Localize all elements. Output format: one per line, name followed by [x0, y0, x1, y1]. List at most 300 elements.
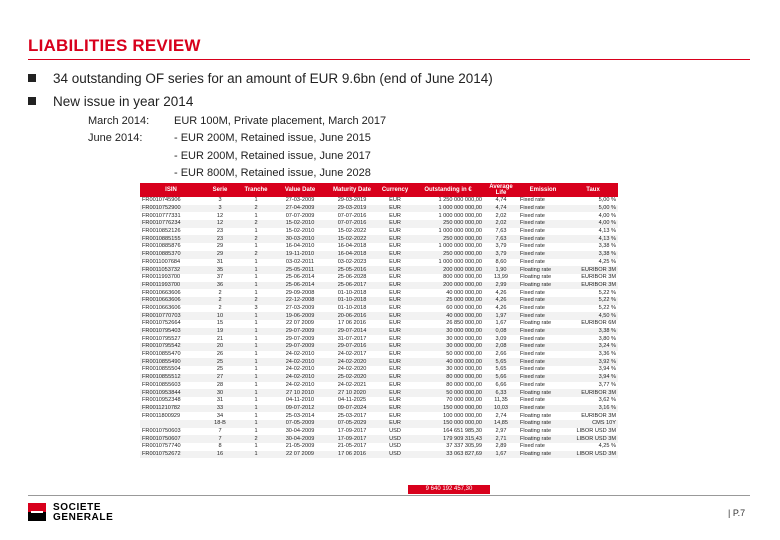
cell-maturity-date: 16-04-2018: [326, 251, 378, 259]
cell-serie: 31: [216, 258, 224, 265]
cell-isin: FR0010770703: [140, 312, 202, 320]
cell-emission: Fixed rate: [520, 443, 545, 450]
cell-maturity-date: 24-02-2020: [337, 366, 367, 373]
cell-tranche: 1: [254, 274, 258, 281]
cell-outstanding: 250 000 000,00: [412, 235, 484, 243]
cell-isin: FR0010855470: [142, 351, 181, 358]
cell-serie: 36: [202, 282, 238, 290]
cell-maturity-date: 27 10 2020: [326, 389, 378, 397]
issue-label-march: March 2014:: [88, 115, 150, 127]
cell-emission: Fixed rate: [518, 312, 568, 320]
cell-value-date: 24-02-2010: [274, 358, 326, 366]
cell-currency: EUR: [389, 258, 401, 265]
column-header-outstanding: Outstanding in €: [412, 183, 484, 197]
cell-value-date: 25-03-2014: [285, 412, 315, 419]
cell-maturity-date: 29-03-2019: [326, 205, 378, 213]
cell-average-life: 3,79: [484, 251, 518, 259]
cell-value-date: 27-03-2009: [285, 304, 315, 311]
cell-outstanding: 800 000 000,00: [443, 274, 482, 281]
table-row: [140, 366, 618, 374]
cell-average-life: 4,26: [495, 304, 507, 311]
cell-rate: 3,38 %: [598, 243, 616, 250]
cell-serie: 8: [218, 443, 222, 450]
table-row: [140, 320, 618, 328]
cell-average-life: 6,66: [495, 381, 507, 388]
cell-tranche: 1: [254, 381, 258, 388]
cell-value-date: 29-07-2009: [274, 343, 326, 351]
cell-serie: 31: [216, 397, 224, 404]
cell-rate: 5,22 %: [568, 297, 618, 305]
cell-isin: FR0010952348: [142, 397, 181, 404]
cell-average-life: 7,63: [484, 235, 518, 243]
cell-value-date: 03-02-2011: [285, 258, 315, 265]
cell-serie: 12: [202, 220, 238, 228]
cell-isin: FR0010855490: [140, 358, 202, 366]
cell-emission: Floating rate: [520, 320, 552, 327]
cell-serie: 2: [202, 297, 238, 305]
cell-value-date: 24-02-2010: [285, 381, 315, 388]
cell-currency: EUR: [389, 351, 401, 358]
cell-tranche: 1: [254, 366, 258, 373]
cell-average-life: 6,33: [484, 389, 518, 397]
cell-currency: EUR: [389, 274, 401, 281]
cell-value-date: 30-04-2009: [274, 435, 326, 443]
cell-maturity-date: 25-06-2017: [326, 282, 378, 290]
cell-average-life: 4,26: [484, 297, 518, 305]
cell-isin: FR0011993700: [140, 282, 202, 290]
cell-isin: FR0010953844: [140, 389, 202, 397]
cell-rate: 3,38 %: [568, 251, 618, 259]
cell-outstanding: 60 000 000,00: [446, 304, 482, 311]
cell-rate: 4,00 %: [568, 220, 618, 228]
cell-tranche: 1: [254, 320, 258, 327]
cell-value-date: 24-02-2010: [285, 366, 315, 373]
cell-average-life: 5,65: [495, 366, 507, 373]
cell-rate: 5,22 %: [598, 304, 616, 311]
cell-rate: 4,13 %: [598, 228, 616, 235]
cell-outstanding: 33 063 827,69: [412, 451, 484, 459]
cell-currency: EUR: [389, 320, 401, 327]
cell-maturity-date: 25-02-2020: [326, 374, 378, 382]
cell-maturity-date: 29-07-2016: [326, 343, 378, 351]
cell-currency: EUR: [378, 297, 412, 305]
cell-currency: EUR: [378, 405, 412, 413]
table-row: [140, 251, 618, 259]
cell-isin: FR0010852126: [142, 228, 181, 235]
cell-maturity-date: 20-06-2016: [326, 312, 378, 320]
table-row: [140, 382, 618, 390]
cell-value-date: 15-02-2010: [285, 228, 315, 235]
cell-tranche: 1: [254, 289, 258, 296]
cell-isin: FR0011993700: [142, 274, 181, 281]
cell-currency: EUR: [378, 420, 412, 428]
cell-maturity-date: 25-05-2016: [326, 266, 378, 274]
cell-currency: EUR: [389, 243, 401, 250]
cell-serie: 2: [218, 289, 222, 296]
cell-rate: 3,94 %: [598, 366, 616, 373]
cell-emission: Fixed rate: [520, 228, 545, 235]
cell-serie: 23: [216, 228, 224, 235]
cell-maturity-date: 01-10-2018: [337, 304, 367, 311]
column-header-emission: Emission: [518, 183, 568, 197]
title-divider: [28, 59, 750, 60]
cell-maturity-date: 21-05-2017: [337, 443, 367, 450]
cell-tranche: 2: [238, 297, 274, 305]
covered-bonds-table: [140, 183, 618, 458]
column-header-rate: Taux: [568, 183, 618, 197]
cell-isin: FR0010885370: [140, 251, 202, 259]
cell-tranche: 1: [238, 312, 274, 320]
cell-value-date: 04-11-2010: [285, 397, 315, 404]
issue-detail: - EUR 800M, Retained issue, June 2028: [174, 167, 371, 179]
cell-rate: 3,62 %: [598, 397, 616, 404]
table-header-row: [140, 183, 618, 197]
cell-maturity-date: 31-07-2017: [337, 335, 367, 342]
logo-text-line1: SOCIETE: [53, 502, 102, 513]
cell-isin: FR0010752664: [142, 320, 181, 327]
cell-currency: EUR: [378, 266, 412, 274]
table-row: [140, 397, 618, 405]
cell-maturity-date: 24-02-2020: [326, 358, 378, 366]
cell-isin: FR0010885155: [140, 235, 202, 243]
bullet-square-icon: [28, 74, 36, 82]
cell-outstanding: 1 250 000 000,00: [438, 197, 482, 204]
cell-rate: 3,36 %: [598, 351, 616, 358]
cell-isin: FR0010885876: [142, 243, 181, 250]
cell-emission: Fixed rate: [520, 397, 545, 404]
cell-rate: EURIBOR 3M: [581, 412, 616, 419]
cell-average-life: 5,65: [484, 358, 518, 366]
cell-tranche: 1: [238, 358, 274, 366]
cell-tranche: 1: [254, 228, 258, 235]
cell-average-life: 2,71: [484, 435, 518, 443]
cell-average-life: 13,99: [494, 274, 508, 281]
cell-isin: FR0010855512: [140, 374, 202, 382]
column-header-isin: ISIN: [140, 183, 202, 197]
cell-tranche: 2: [238, 220, 274, 228]
cell-maturity-date: 03-02-2023: [337, 258, 367, 265]
table-row: [140, 197, 618, 205]
cell-serie: 26: [216, 351, 224, 358]
cell-currency: EUR: [378, 374, 412, 382]
cell-emission: Floating rate: [518, 266, 568, 274]
cell-serie: 3: [202, 205, 238, 213]
cell-emission: Fixed rate: [520, 212, 545, 219]
cell-isin: FR0010776234: [140, 220, 202, 228]
cell-outstanding: 179 909 315,43: [412, 435, 484, 443]
cell-serie: 12: [216, 212, 224, 219]
cell-value-date: 25-06-2014: [274, 282, 326, 290]
cell-tranche: 1: [254, 258, 258, 265]
cell-value-date: 30-04-2009: [285, 427, 315, 434]
cell-outstanding: 30 000 000,00: [446, 335, 482, 342]
cell-rate: LIBOR USD 3M: [568, 451, 618, 459]
bullet-outstanding-series: [28, 71, 493, 86]
cell-rate: 3,38 %: [568, 328, 618, 336]
cell-maturity-date: 29-07-2014: [326, 328, 378, 336]
cell-rate: LIBOR USD 3M: [576, 427, 616, 434]
cell-emission: Fixed rate: [518, 220, 568, 228]
table-row: [140, 343, 618, 351]
cell-currency: EUR: [378, 251, 412, 259]
table-row: [140, 405, 618, 413]
cell-isin: FR0010745906: [142, 197, 181, 204]
table-row: [140, 389, 618, 397]
cell-value-date: 29-07-2009: [274, 328, 326, 336]
cell-rate: CMS 10Y: [568, 420, 618, 428]
cell-value-date: 07-05-2009: [274, 420, 326, 428]
cell-serie: 29: [216, 243, 224, 250]
cell-rate: 4,25 %: [598, 258, 616, 265]
cell-tranche: 1: [254, 427, 258, 434]
cell-currency: EUR: [389, 197, 401, 204]
cell-emission: Fixed rate: [520, 381, 545, 388]
table-row: [140, 328, 618, 336]
cell-tranche: 2: [238, 435, 274, 443]
cell-currency: EUR: [378, 220, 412, 228]
cell-isin: FR0010795542: [140, 343, 202, 351]
cell-rate: 4,00 %: [598, 212, 616, 219]
cell-outstanding: 1 000 000 000,00: [438, 228, 482, 235]
cell-outstanding: 30 000 000,00: [412, 343, 484, 351]
column-header-average-life: Average Life: [484, 183, 518, 197]
cell-tranche: 2: [238, 235, 274, 243]
cell-value-date: 27-03-2009: [285, 197, 315, 204]
cell-isin: FR0010757740: [142, 443, 181, 450]
table-row: [140, 451, 618, 459]
cell-average-life: 2,02: [495, 212, 507, 219]
cell-outstanding: 100 000 000,00: [443, 412, 482, 419]
cell-emission: Fixed rate: [520, 289, 545, 296]
cell-serie: 10: [202, 312, 238, 320]
cell-outstanding: 26 850 000,00: [446, 320, 482, 327]
cell-currency: USD: [389, 443, 401, 450]
cell-serie: 16: [202, 451, 238, 459]
cell-value-date: 22 07 2009: [274, 451, 326, 459]
cell-tranche: 1: [238, 266, 274, 274]
cell-maturity-date: 24-02-2017: [337, 351, 367, 358]
cell-serie: 20: [202, 343, 238, 351]
cell-emission: Fixed rate: [520, 258, 545, 265]
table-row: [140, 374, 618, 382]
cell-outstanding: 50 000 000,00: [412, 389, 484, 397]
cell-isin: FR0010777331: [142, 212, 181, 219]
cell-value-date: 25-06-2014: [285, 274, 315, 281]
cell-average-life: 10,03: [484, 405, 518, 413]
cell-emission: Floating rate: [518, 282, 568, 290]
cell-emission: Fixed rate: [518, 328, 568, 336]
footer-divider: [28, 495, 750, 496]
cell-isin: FR0011210782: [140, 405, 202, 413]
cell-tranche: 3: [254, 304, 258, 311]
cell-average-life: 4,74: [484, 205, 518, 213]
table-row: [140, 358, 618, 366]
column-header-tranche: Tranche: [238, 183, 274, 197]
cell-isin: FR0011007684: [142, 258, 181, 265]
cell-emission: Fixed rate: [520, 335, 545, 342]
column-header-serie: Serie: [202, 183, 238, 197]
cell-rate: 5,00 %: [568, 205, 618, 213]
cell-rate: EURIBOR 3M: [568, 282, 618, 290]
cell-value-date: 24-02-2010: [274, 374, 326, 382]
table-row: [140, 243, 618, 251]
table-row: [140, 351, 618, 359]
cell-average-life: 1,97: [484, 312, 518, 320]
cell-currency: USD: [378, 451, 412, 459]
cell-value-date: 29-09-2008: [285, 289, 315, 296]
cell-average-life: 11,35: [494, 397, 508, 404]
cell-rate: EURIBOR 6M: [581, 320, 616, 327]
cell-tranche: 1: [254, 412, 258, 419]
bullet-new-issue: [28, 94, 193, 109]
cell-currency: EUR: [389, 335, 401, 342]
cell-serie: 3: [218, 197, 222, 204]
bullet-text: New issue in year 2014: [53, 94, 194, 109]
page-title: LIABILITIES REVIEW: [28, 36, 201, 55]
cell-emission: Fixed rate: [518, 205, 568, 213]
cell-value-date: 24-02-2010: [285, 351, 315, 358]
cell-average-life: 1,90: [484, 266, 518, 274]
cell-average-life: 4,26: [495, 289, 507, 296]
cell-tranche: 1: [254, 335, 258, 342]
cell-isin: FR0010752900: [140, 205, 202, 213]
cell-maturity-date: 07-07-2016: [326, 220, 378, 228]
cell-outstanding: 30 000 000,00: [446, 366, 482, 373]
cell-serie: 30: [202, 389, 238, 397]
cell-average-life: 3,79: [495, 243, 507, 250]
cell-maturity-date: 25-06-2028: [337, 274, 367, 281]
cell-average-life: 3,09: [495, 335, 507, 342]
cell-emission: Fixed rate: [520, 366, 545, 373]
cell-rate: 3,77 %: [598, 381, 616, 388]
cell-tranche: 1: [254, 212, 258, 219]
cell-rate: 5,00 %: [598, 197, 616, 204]
cell-value-date: 27 10 2010: [274, 389, 326, 397]
cell-serie: 34: [216, 412, 224, 419]
cell-maturity-date: 09-07-2024: [326, 405, 378, 413]
cell-tranche: 1: [238, 451, 274, 459]
cell-isin: FR0011053732: [140, 266, 202, 274]
cell-maturity-date: 17 06 2016: [326, 451, 378, 459]
cell-average-life: 2,02: [484, 220, 518, 228]
cell-isin: FR0010752672: [140, 451, 202, 459]
cell-rate: EURIBOR 3M: [568, 389, 618, 397]
table-row: [140, 412, 618, 420]
cell-outstanding: 80 000 000,00: [446, 381, 482, 388]
cell-isin: FR0010795527: [142, 335, 181, 342]
cell-emission: Floating rate: [520, 274, 552, 281]
cell-serie: 18-B: [202, 420, 238, 428]
cell-isin: [140, 420, 202, 428]
cell-value-date: 16-04-2010: [285, 243, 315, 250]
issue-detail: - EUR 200M, Retained issue, June 2017: [174, 150, 371, 162]
table-row: [140, 212, 618, 220]
cell-average-life: 2,08: [484, 343, 518, 351]
cell-average-life: 2,99: [484, 282, 518, 290]
cell-currency: EUR: [389, 412, 401, 419]
cell-outstanding: 40 000 000,00: [446, 289, 482, 296]
column-header-maturity-date: Maturity Date: [326, 183, 378, 197]
cell-outstanding: 80 000 000,00: [412, 374, 484, 382]
cell-maturity-date: 15-02-2022: [326, 235, 378, 243]
cell-average-life: 14,85: [484, 420, 518, 428]
column-header-value-date: Value Date: [274, 183, 326, 197]
cell-value-date: 19-11-2010: [274, 251, 326, 259]
cell-average-life: 2,89: [495, 443, 507, 450]
cell-value-date: 29-07-2009: [285, 335, 315, 342]
cell-maturity-date: 01-10-2018: [337, 289, 367, 296]
cell-currency: EUR: [389, 366, 401, 373]
cell-outstanding: 1 000 000 000,00: [412, 205, 484, 213]
cell-average-life: 1,67: [484, 451, 518, 459]
cell-emission: Floating rate: [518, 389, 568, 397]
cell-tranche: 1: [238, 343, 274, 351]
cell-maturity-date: 07-05-2029: [326, 420, 378, 428]
cell-emission: Fixed rate: [518, 358, 568, 366]
table-row: [140, 289, 618, 297]
cell-average-life: 5,66: [484, 374, 518, 382]
cell-currency: EUR: [378, 328, 412, 336]
cell-isin: FR0010750603: [142, 427, 181, 434]
cell-currency: USD: [389, 427, 401, 434]
cell-emission: Floating rate: [520, 412, 552, 419]
cell-rate: EURIBOR 3M: [568, 266, 618, 274]
cell-currency: EUR: [378, 205, 412, 213]
cell-tranche: 1: [238, 282, 274, 290]
cell-value-date: 09-07-2012: [274, 405, 326, 413]
table-total: 9 640 192 457,30: [408, 485, 490, 494]
cell-isin: FR0010855504: [142, 366, 181, 373]
cell-average-life: 8,60: [495, 258, 507, 265]
cell-emission: Fixed rate: [518, 343, 568, 351]
cell-maturity-date: 24-02-2021: [337, 381, 367, 388]
cell-outstanding: 150 000 000,00: [412, 420, 484, 428]
issue-label-june: June 2014:: [88, 132, 143, 144]
cell-outstanding: 1 000 000 000,00: [438, 258, 482, 265]
cell-serie: 7: [202, 435, 238, 443]
cell-currency: EUR: [378, 343, 412, 351]
cell-rate: 4,25 %: [598, 443, 616, 450]
cell-maturity-date: 25-03-2017: [337, 412, 367, 419]
page-number: | P.7: [728, 508, 746, 518]
cell-value-date: 22-12-2008: [274, 297, 326, 305]
cell-isin: FR0010750607: [140, 435, 202, 443]
cell-serie: 15: [216, 320, 224, 327]
cell-emission: Floating rate: [518, 420, 568, 428]
cell-rate: 3,80 %: [598, 335, 616, 342]
cell-maturity-date: 17 06 2016: [338, 320, 366, 327]
cell-serie: 27: [202, 374, 238, 382]
cell-rate: 3,24 %: [568, 343, 618, 351]
cell-serie: 19: [202, 328, 238, 336]
cell-maturity-date: 17-09-2017: [337, 427, 367, 434]
cell-tranche: 1: [254, 197, 258, 204]
cell-rate: 5,22 %: [598, 289, 616, 296]
cell-tranche: 1: [254, 397, 258, 404]
cell-outstanding: 37 337 305,99: [446, 443, 482, 450]
cell-serie: 33: [202, 405, 238, 413]
cell-currency: EUR: [389, 304, 401, 311]
cell-tranche: 1: [238, 374, 274, 382]
cell-average-life: 2,66: [495, 351, 507, 358]
cell-currency: EUR: [378, 389, 412, 397]
table-row: [140, 282, 618, 290]
table-row: [140, 220, 618, 228]
cell-emission: Floating rate: [518, 451, 568, 459]
cell-outstanding: 200 000 000,00: [412, 282, 484, 290]
cell-isin: FR0011800929: [142, 412, 181, 419]
logo-text-line2: GENERALE: [53, 512, 114, 523]
